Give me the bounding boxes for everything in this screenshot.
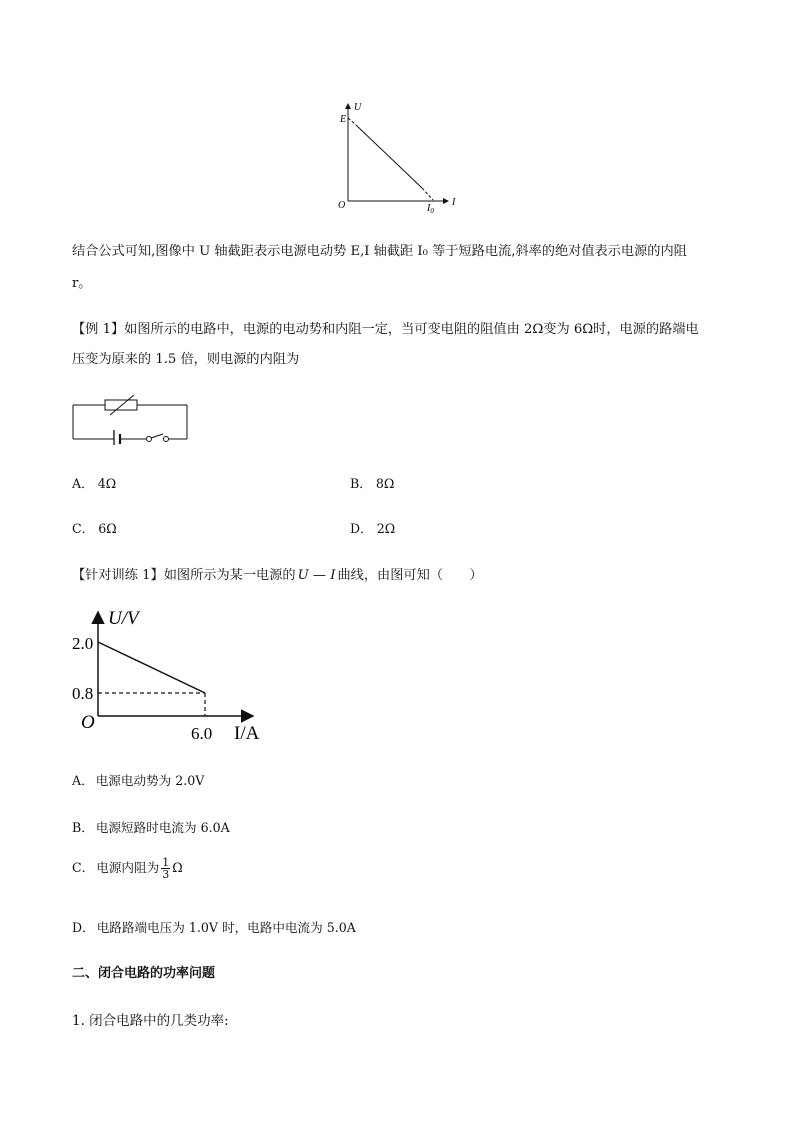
origin-label: O bbox=[338, 200, 346, 211]
fraction-one-third: $\frac{1}{3}$ bbox=[162, 856, 170, 881]
switch-blade bbox=[151, 434, 163, 438]
example-1-line-1: 如图所示的电路中，电源的电动势和内阻一定，当可变电阻的阻值由 2Ω变为 6Ω时，电源的路端电 bbox=[124, 322, 699, 337]
training-1-option-d: D． 电路路端电压为 1.0V 时，电路中电流为 5.0A bbox=[72, 920, 356, 935]
ui-line bbox=[356, 125, 422, 188]
resistor-arrow bbox=[110, 395, 134, 415]
training-1-math: U — I bbox=[297, 568, 336, 583]
ui-intercept-figure bbox=[330, 98, 470, 216]
graph-ui-line bbox=[98, 642, 205, 693]
ui-graph bbox=[68, 602, 278, 747]
variable-resistor bbox=[105, 400, 137, 410]
training-1-text-pre: 如图所示为某一电源的 bbox=[163, 568, 296, 583]
example-1-text bbox=[72, 316, 722, 374]
example-1-option-b: B． 8Ω bbox=[350, 476, 395, 491]
intro-line-1: 结合公式可知,图像中 U 轴截距表示电源电动势 E,I 轴截距 I₀ 等于短路电流,斜率的绝对值表示电源的内阻 bbox=[72, 244, 687, 259]
u-axis-label: U bbox=[354, 102, 362, 113]
section-2-item-1: 1. 闭合电路中的几类功率: bbox=[72, 1013, 229, 1029]
example-1-option-d: D． 2Ω bbox=[350, 521, 396, 536]
switch-contact-right bbox=[164, 437, 169, 442]
example-1-option-c: C． 6Ω bbox=[72, 521, 117, 536]
section-2-heading: 二、闭合电路的功率问题 bbox=[72, 966, 216, 981]
switch-contact-left bbox=[147, 437, 152, 442]
i-axis-label: I bbox=[452, 197, 456, 208]
graph-y-label: U/V bbox=[108, 608, 139, 629]
graph-y-tick-low: 0.8 bbox=[72, 684, 94, 703]
graph-x-label: I/A bbox=[234, 723, 260, 744]
example-1-tag: 【例 1】 bbox=[72, 322, 125, 337]
training-1-option-b: B． 电源短路时电流为 6.0A bbox=[72, 820, 230, 835]
graph-x-tick: 6.0 bbox=[191, 724, 213, 743]
training-1-text bbox=[72, 562, 722, 590]
training-1-tag: 【针对训练 1】 bbox=[72, 568, 164, 583]
intro-paragraph bbox=[72, 238, 722, 298]
e-label: E bbox=[340, 114, 347, 125]
intro-line-2: r。 bbox=[72, 276, 92, 291]
i0-label: $I_0$ bbox=[427, 203, 434, 215]
example-1-option-a: A． 4Ω bbox=[72, 476, 117, 491]
example-1-line-2: 压变为原来的 1.5 倍，则电源的内阻为 bbox=[72, 352, 300, 367]
graph-y-tick-high: 2.0 bbox=[72, 634, 94, 653]
training-1-option-a: A． 电源电动势为 2.0V bbox=[72, 773, 205, 788]
training-1-option-c: C． 电源内阻为 $\frac{1}{3}$ Ω bbox=[72, 856, 183, 881]
graph-origin: O bbox=[81, 712, 95, 733]
i0-dash bbox=[422, 188, 433, 200]
training-1-text-post: 曲线，由图可知（ ） bbox=[337, 568, 483, 583]
e-dash bbox=[348, 118, 356, 125]
circuit-diagram bbox=[70, 395, 192, 445]
